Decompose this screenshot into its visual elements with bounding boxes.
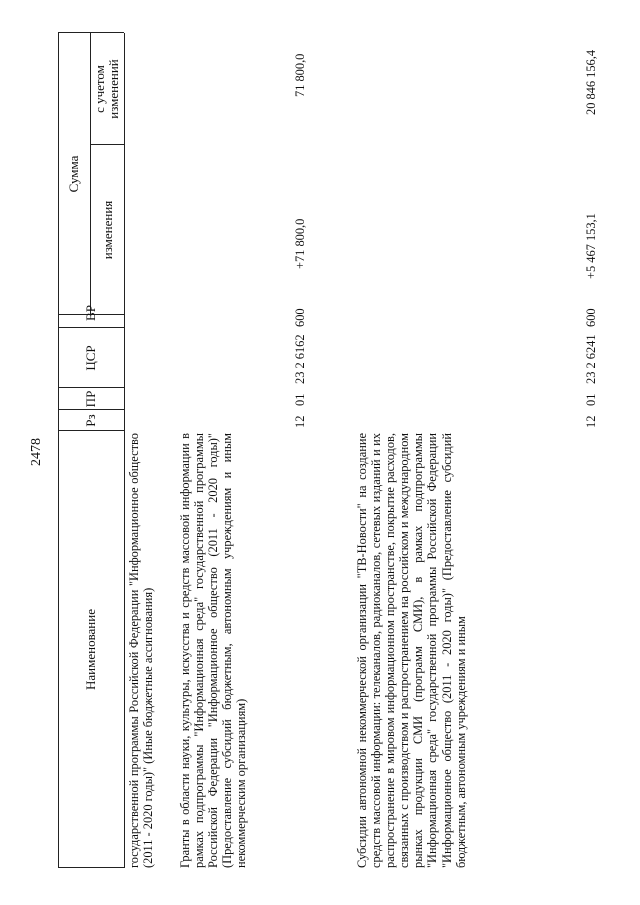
page-number: 2478 [29,438,44,466]
header-bottom-border [124,33,125,868]
header-with-changes: с учетом изменений [92,59,121,119]
row-rz: 12 [293,415,307,428]
row-total: 71 800,0 [293,53,307,97]
header-pr: ПР [83,390,98,408]
header-vr: ВР [83,305,98,321]
header-csr: ЦСР [83,345,98,371]
header-name: Наименование [83,609,98,690]
row-vr: 600 [293,308,307,327]
row-change: +71 800,0 [293,218,307,269]
row-name: Субсидии автономной некоммерческой организации "ТВ-Новости" на создание средств массовой информации: телеканалов, радиоканалов, сетевых изданий и их распространение в мировом информационном пространстве, покрытие расходов, связанных с производством и распространением на российском и международном рынках продукции СМИ (программ СМИ), в рамках подпрограммы "Информационная среда" государственной программы Российской Федерации "Информационное общество (2011 - 2020 годы)" (Предоставление субсидий бюджетным, автономным учреждениям и иным [355,433,468,868]
row-pr: 01 [584,393,598,406]
row-name: Гранты в области науки, культуры, искусства и средств массовой информации в рамках подпрограммы "Информационная среда" государственной программы Российской Федерации "Информационное общество (2011 - 2020 годы)" (Предоставление субсидий бюджетным, автономным учреждениям и иным некоммерческим организациям) [178,433,249,868]
row-change: +5 467 153,1 [584,213,598,279]
row-vr: 600 [584,308,598,327]
header-change: изменения [100,200,115,260]
row-csr: 23 2 6162 [293,334,307,384]
row-name: государственной программы Российской Федерации "Информационное общество (2011 - 2020 годы)" (Иные бюджетные ассигнования) [127,433,156,868]
row-total: 20 846 156,4 [584,49,598,115]
table-top-border [58,33,59,868]
row-pr: 01 [293,393,307,406]
sum-subheader-border [90,33,91,315]
header-rz: Рз [83,414,98,427]
row-csr: 23 2 6241 [584,334,598,384]
row-rz: 12 [584,415,598,428]
header-sum: Сумма [66,155,81,193]
